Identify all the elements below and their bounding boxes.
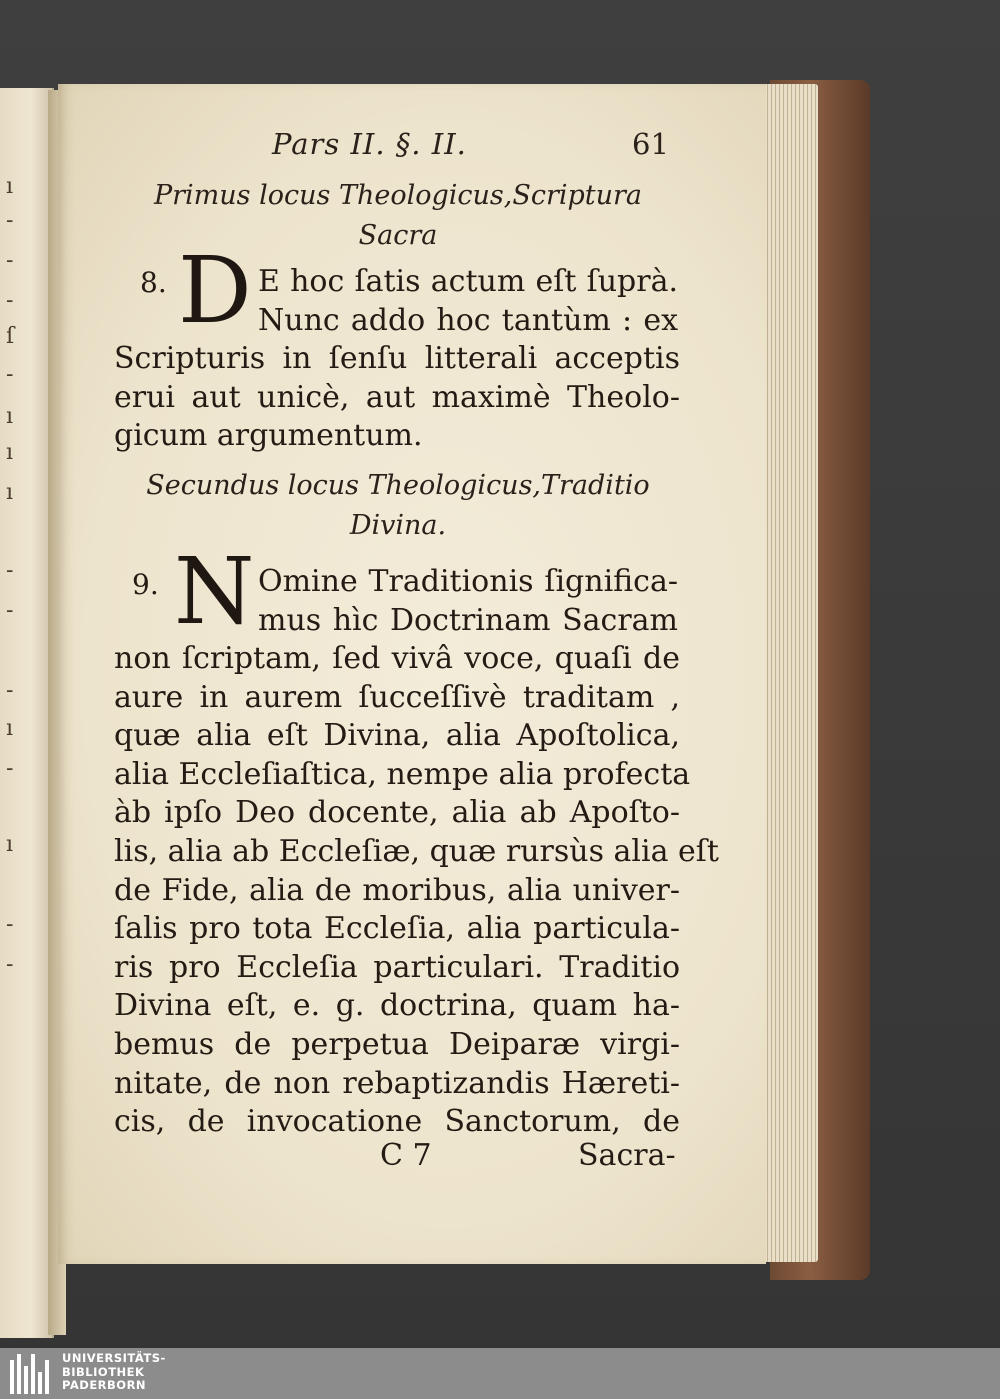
text-line: Scripturis in ſenſu litterali acceptis bbox=[114, 341, 680, 376]
library-logo-icon bbox=[8, 1354, 56, 1394]
section-heading-1-line1: Primus locus Theologicus,Scriptura bbox=[153, 180, 643, 211]
text-line: E hoc ſatis actum eſt ſuprà. bbox=[258, 264, 678, 299]
paragraph-8-body bbox=[114, 340, 680, 456]
page-edges bbox=[760, 84, 818, 1262]
text-line: ſalis pro tota Eccleſia, alia particula- bbox=[114, 911, 680, 947]
text-line: mus hìc Doctrinam Sacram bbox=[258, 602, 678, 638]
page-footer bbox=[0, 1138, 1000, 1178]
text-line: aure in aurem ſucceſſivè traditam , bbox=[114, 679, 680, 715]
library-name bbox=[62, 1352, 166, 1393]
library-name-line3: PADERBORN bbox=[62, 1378, 147, 1392]
text-line: lis, alia ab Eccleſiæ, quæ rursùs alia eſt bbox=[114, 833, 719, 869]
running-head-title: Pars II. §. II. bbox=[272, 127, 467, 161]
left-page-letters: ı - - - ſ - ı ı ı - - - ı - ı - - bbox=[6, 174, 15, 977]
text-line: àb ipſo Deo docente, alia ab Apoſto- bbox=[114, 795, 680, 831]
drop-cap-d: D bbox=[178, 237, 252, 344]
text-line: Omine Traditionis ſignifica- bbox=[258, 564, 678, 599]
running-head bbox=[0, 127, 1000, 167]
section-heading-1-line2: Sacra bbox=[358, 220, 438, 251]
catchword: Sacra- bbox=[578, 1138, 676, 1173]
library-name-line1: UNIVERSITÄTS- bbox=[62, 1351, 166, 1365]
section-heading-2-line2: Divina. bbox=[349, 510, 447, 541]
section-heading-2-line1: Secundus locus Theologicus,Traditio bbox=[146, 470, 650, 501]
text-line: quæ alia eſt Divina, alia Apoſtolica, bbox=[114, 718, 680, 754]
paragraph-9-indented bbox=[258, 563, 678, 640]
text-line: non ſcriptam, ſed vivâ voce, quaſi de bbox=[114, 641, 680, 676]
paragraph-number-8: 8. bbox=[140, 266, 167, 299]
text-line: alia Eccleſiaſtica, nempe alia profecta bbox=[114, 756, 691, 792]
signature-mark: C 7 bbox=[380, 1138, 432, 1173]
library-bar bbox=[0, 1348, 1000, 1399]
text-line: nitate, de non rebaptizandis Hæreti- bbox=[114, 1065, 680, 1101]
text-line: cis, de invocatione Sanctorum, de bbox=[114, 1104, 680, 1140]
section-heading-2 bbox=[108, 466, 688, 546]
library-name-line2: BIBLIOTHEK bbox=[62, 1364, 145, 1379]
text-line: erui aut unicè, aut maximè Theolo- bbox=[114, 379, 680, 415]
text-line: Divina eſt, e. g. doctrina, quam ha- bbox=[114, 988, 680, 1024]
paragraph-9-body bbox=[114, 640, 719, 1142]
paragraph-8-indented bbox=[258, 263, 678, 340]
text-line: gicum argumentum. bbox=[114, 418, 423, 454]
drop-cap-n: N bbox=[174, 538, 255, 645]
text-line: Nunc addo hoc tantùm : ex bbox=[258, 302, 678, 338]
text-line: de Fide, alia de moribus, alia univer- bbox=[114, 872, 680, 908]
paragraph-number-9: 9. bbox=[132, 568, 159, 601]
text-line: bemus de perpetua Deiparæ virgi- bbox=[114, 1026, 680, 1062]
page-number: 61 bbox=[632, 127, 669, 161]
text-line: ris pro Eccleſia particulari. Traditio bbox=[114, 949, 680, 985]
